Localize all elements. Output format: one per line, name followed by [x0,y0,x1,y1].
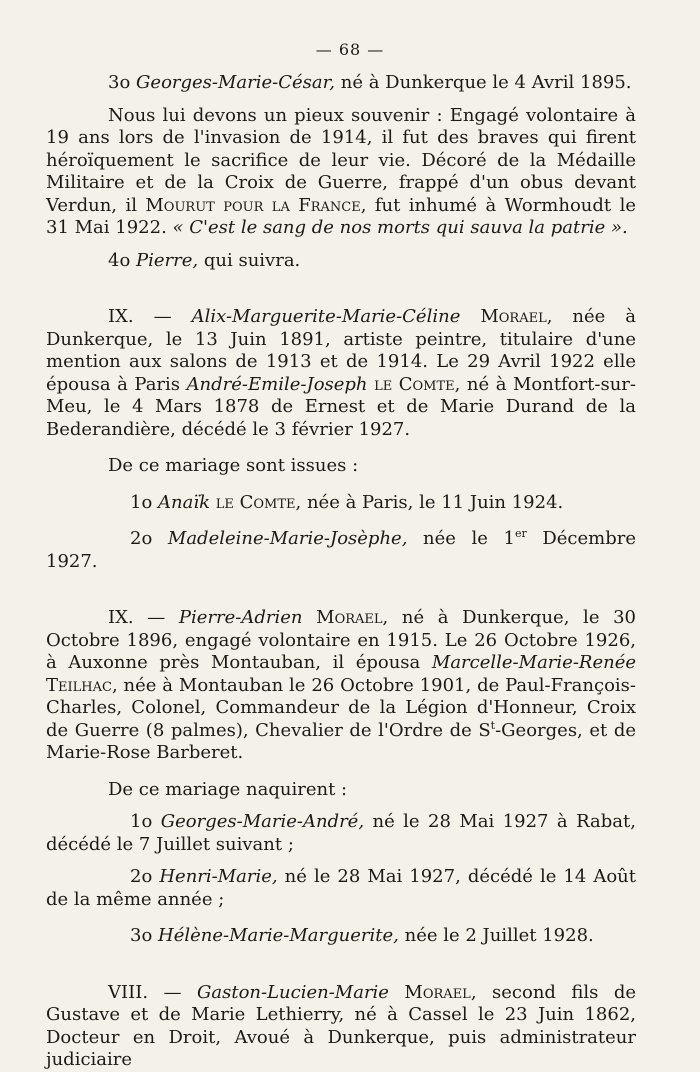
entry-number: 1o [130,491,153,513]
issue-heading: De ce mariage naquirent : [108,778,348,800]
entry-text: née le 2 Juillet 1928. [398,925,594,946]
person-surname: Morael [460,306,547,327]
child-entry [46,866,636,911]
spouse-surname: Teilhac [46,674,112,696]
memorial-text: Nous lui devons un pieux souvenir : Engagé volontaire à 19 ans lors de l'invasion de 1914, il fut des braves qui firent héroïquement le sacrifice de leur vie. Décoré de la Médaille Militaire et de la Croix de Guerre, frappé d'un obus devant Verdun, il [46,104,636,216]
ordinal-superscript: er [514,527,527,540]
section-text: , second fils de Gustave et de Marie Lethierry, né à Cassel le 23 Juin 1862, Docteur en Droit, Avoué à Dunkerque, puis administrateur judiciaire [46,981,637,1070]
child-name: Henri-Marie, [159,866,278,887]
memorial-paragraph [46,105,636,240]
child-entry-3 [46,72,636,95]
child-name: Hélène-Marie-Marguerite, [158,925,399,946]
child-entry-4 [46,250,636,273]
entry-text-cont: Décembre 1927. [46,528,636,572]
person-name: Alix-Marguerite-Marie-Céline [191,306,461,327]
child-surname: le Comte [210,491,296,513]
child-name: Anaïk [158,491,211,513]
section-text: , né à Dunkerque, le 30 Octobre 1896, engagé volontaire en 1915. Le 26 Octobre 1926, à Auxonne près Montauban, il épousa [46,607,637,673]
spouse-name: André-Emile-Joseph [186,373,368,395]
child-entry [46,528,636,573]
entry-number: 4o [108,249,131,271]
spouse-surname: le Comte [367,373,455,395]
person-name: Pierre-Adrien [178,607,303,628]
page-body [46,72,636,1072]
person-name: Gaston-Lucien-Marie [196,981,389,1003]
entry-text: née le 1 [407,528,515,549]
entry-number: 2o [130,528,153,549]
mourut-pour-la-france: Mourut pour la France [145,194,361,216]
entry-text: né le 28 Mai 1927, décédé le 14 Août de la même année ; [46,866,637,910]
section-ix-pierre [46,607,636,765]
issue-heading: De ce mariage sont issues : [108,455,359,476]
memorial-text-cont: , fut inhumé à Wormhoudt le 31 Mai 1922. [46,194,636,238]
spouse-name: Marcelle-Marie-Renée [431,652,636,673]
entry-text: , née à Paris, le 11 Juin 1924. [295,491,564,513]
section-text-cont: , née à Montauban le 26 Octobre 1901, de Paul-François-Charles, Colonel, Commandeur de la Légion d'Honneur, Croix de Guerre (8 palmes), Chevalier de l'Ordre de S [46,674,636,741]
section-text-end: -Georges, et de Marie-Rose Barberet. [46,719,636,763]
section-ix-alix [46,306,636,441]
person-surname: Morael [388,981,471,1003]
child-name: Madeleine-Marie-Josèphe, [167,528,408,549]
generation-lead: IX. — [108,607,179,628]
entry-text: né à Dunkerque le 4 Avril 1895. [335,72,632,93]
entry-number: 1o [130,811,153,832]
generation-lead: VIII. — [108,981,197,1003]
person-surname: Morael [302,607,383,628]
child-name: Pierre, [136,249,199,271]
child-entry [46,492,636,515]
entry-text: né le 28 Mai 1927 à Rabat, décédé le 7 Juillet suivant ; [46,811,636,855]
child-name: Georges-Marie-André, [160,811,365,832]
child-name: Georges-Marie-César, [136,72,335,93]
page-number: — 68 — [315,40,385,59]
section-text-cont: , né à Montfort-sur-Meu, le 4 Mars 1878 de Ernest et de Marie Durand de la Bederandière, décédé le 3 février 1927. [46,373,636,440]
entry-text: qui suivra. [198,249,301,271]
child-entry [46,811,636,856]
section-text: , née à Dunkerque, le 13 Juin 1891, artiste peintre, titulaire d'une mention aux salons de 1913 et de 1914. Le 29 Avril 1922 elle épousa à Paris [46,306,637,395]
entry-number: 3o [108,72,131,93]
entry-number: 2o [130,866,153,887]
section-viii-gaston [46,982,636,1072]
child-entry [46,925,636,948]
saint-superscript: t [490,718,496,732]
generation-lead: IX. — [108,306,192,327]
memorial-quote: « C'est le sang de nos morts qui sauva la patrie ». [172,217,628,238]
entry-number: 3o [130,925,153,946]
